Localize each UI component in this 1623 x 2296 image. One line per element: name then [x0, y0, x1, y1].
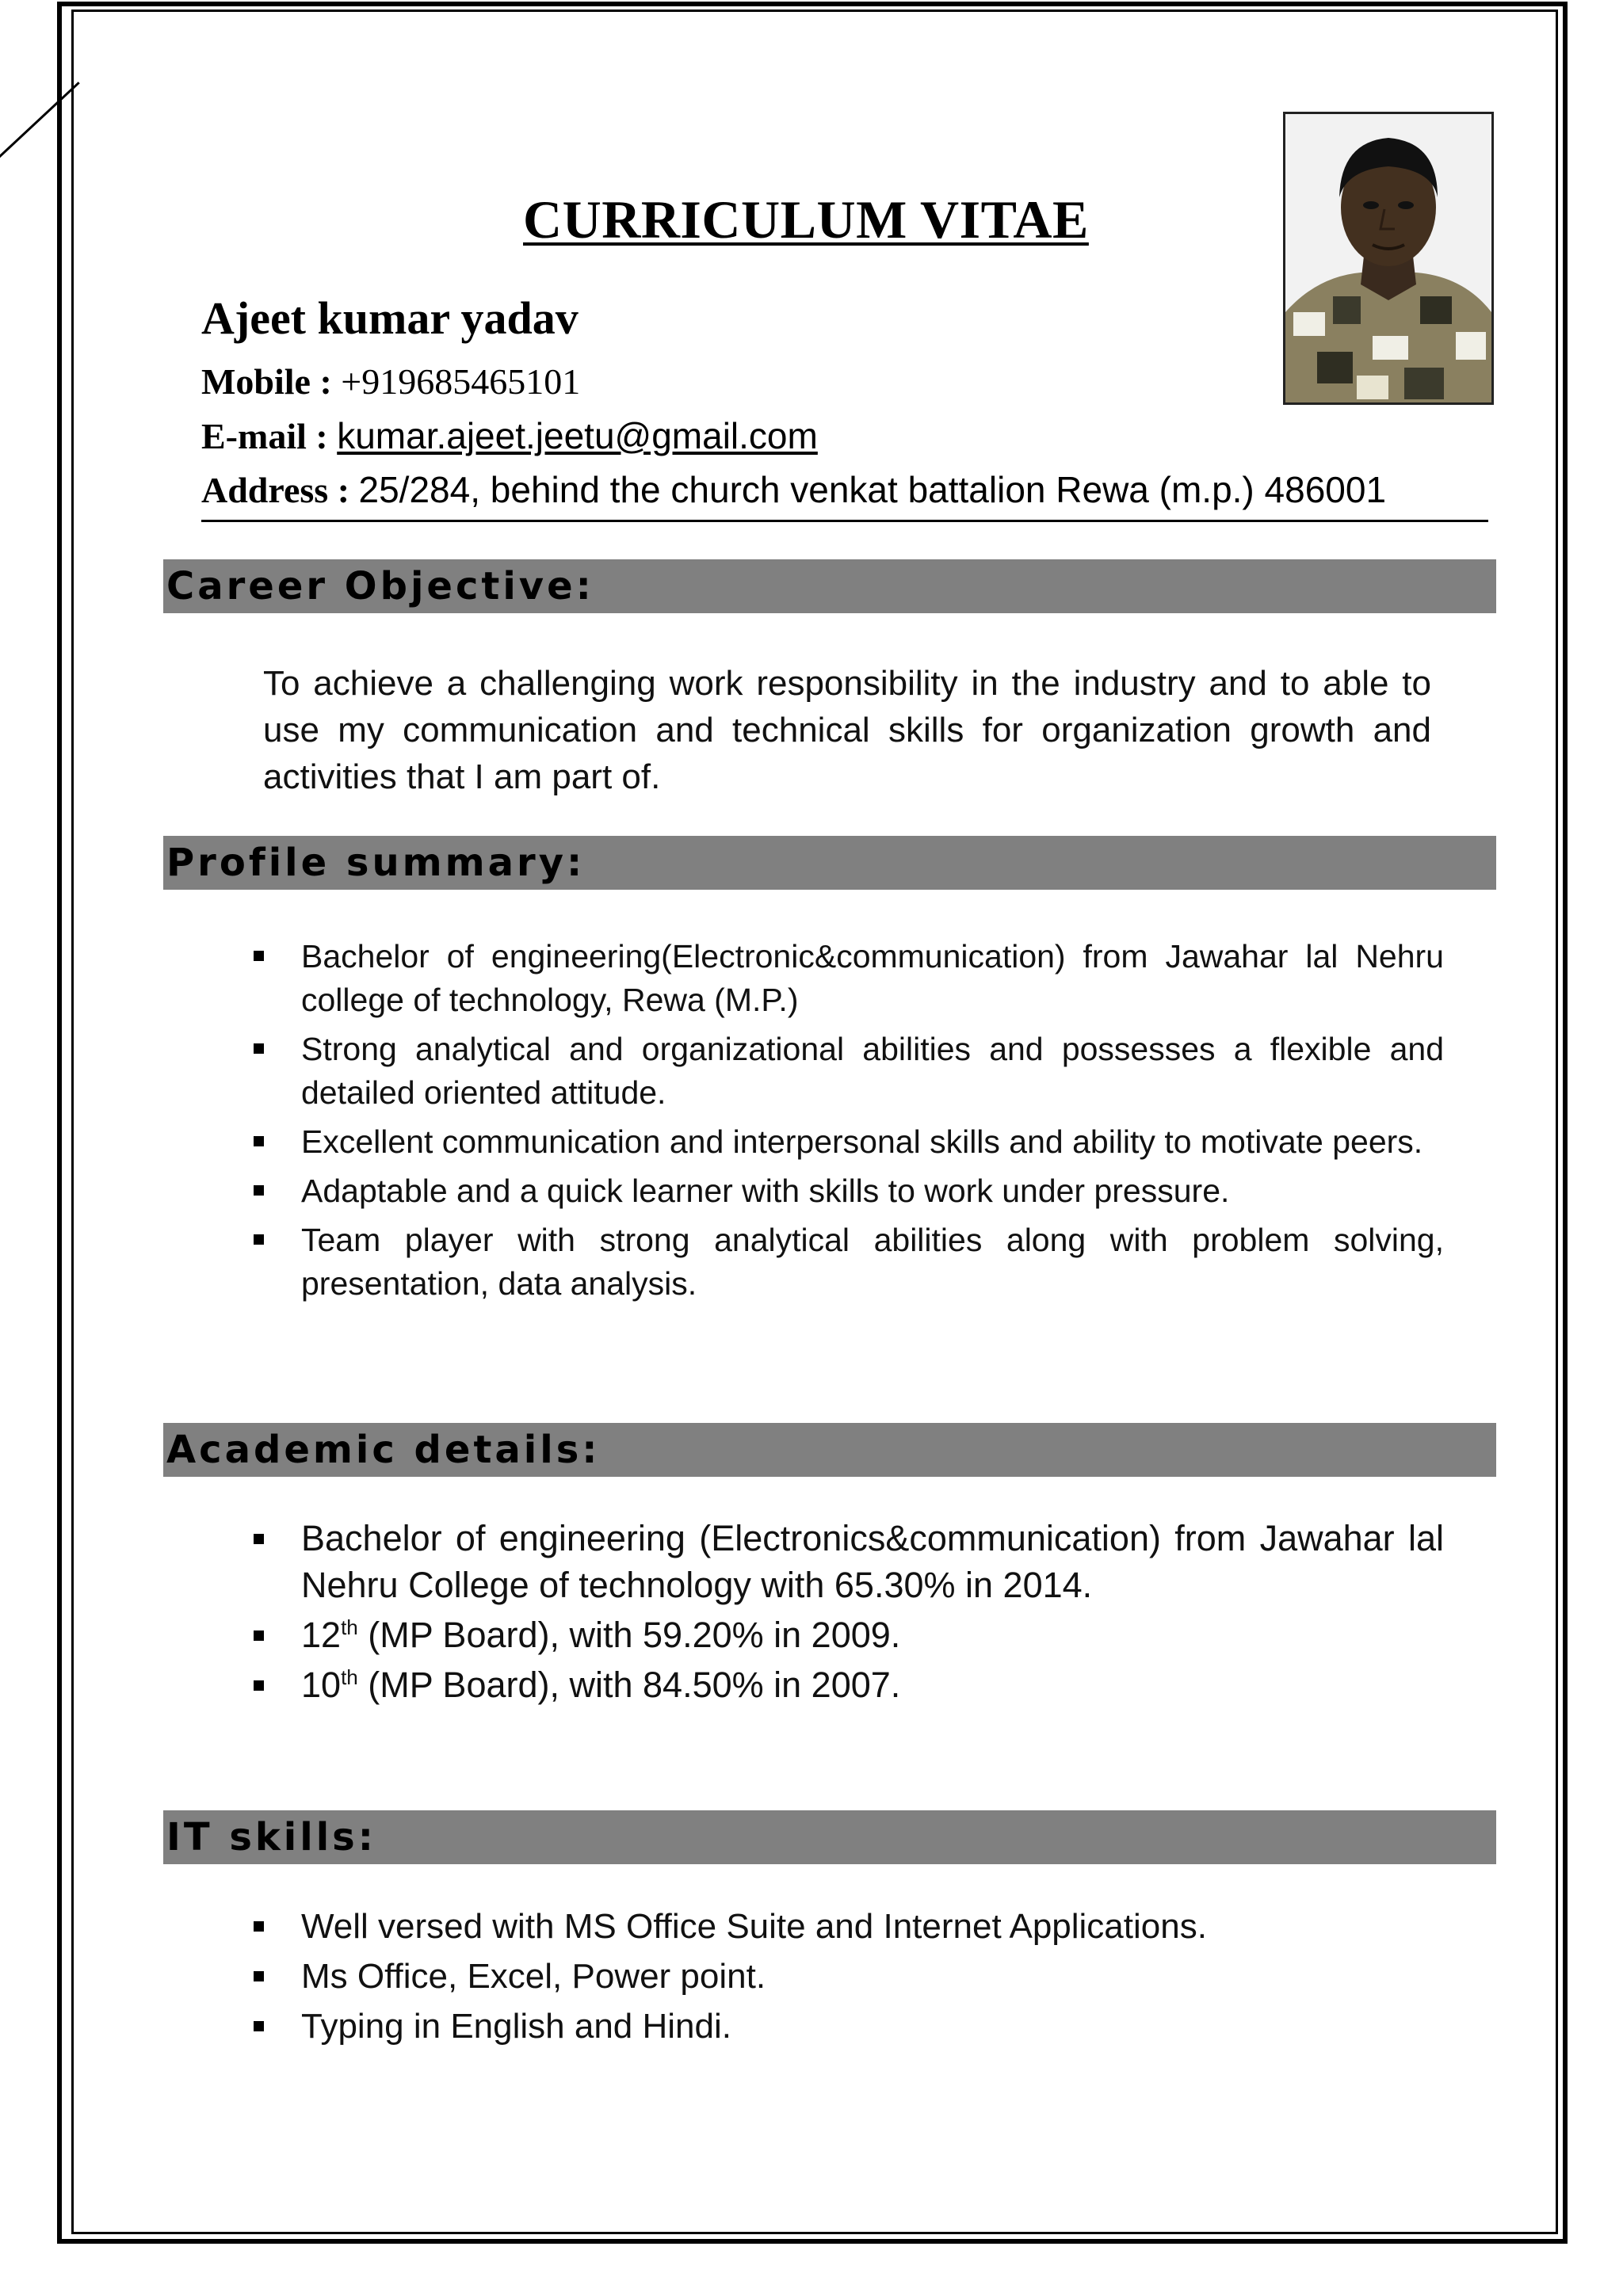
section-bar-career-objective [163, 559, 1496, 613]
contact-mobile [201, 360, 580, 402]
bullet-icon [254, 1534, 264, 1544]
list-item-text: Ms Office, Excel, Power point. [301, 1957, 766, 1996]
list-item-text: (MP Board), with 59.20% in 2009. [357, 1615, 901, 1655]
list-item-text: Bachelor of engineering (Electronics&communication) from Jawahar lal Nehru College of technology with 65.30% in 2014. [301, 1518, 1444, 1605]
candidate-name: Ajeet kumar yadav [201, 292, 579, 344]
mobile-label: Mobile : [201, 361, 332, 402]
ordinal-suffix: th [341, 1665, 358, 1689]
contact-email [201, 414, 818, 457]
section-title-academic-details: Academic details: [166, 1428, 601, 1472]
bullet-icon [254, 2021, 264, 2031]
bullet-icon [254, 1185, 264, 1196]
section-title-profile-summary: Profile summary: [166, 841, 586, 885]
list-item [252, 1611, 1444, 1658]
bullet-icon [254, 951, 264, 961]
list-item [252, 1515, 1444, 1608]
bullet-icon [254, 1971, 264, 1981]
mobile-value: +919685465101 [341, 361, 581, 402]
section-title-career-objective: Career Objective: [166, 564, 594, 608]
list-item-text: Strong analytical and organizational abilities and possesses a flexible and detailed oriented attitude. [301, 1031, 1444, 1111]
list-item [252, 1028, 1444, 1115]
list-item-text: Typing in English and Hindi. [301, 2007, 731, 2046]
address-label: Address : [201, 470, 350, 510]
section-bar-it-skills [163, 1810, 1496, 1864]
bullet-icon [254, 1234, 264, 1245]
section-bar-academic-details [163, 1423, 1496, 1477]
career-objective-text: To achieve a challenging work responsibility in the industry and to able to use my communication and technical skills for organization growth and activities that I am part of. [263, 664, 1431, 796]
section-bar-profile-summary [163, 836, 1496, 890]
email-label: E-mail : [201, 416, 328, 456]
document-title: CURRICULUM VITAE [523, 189, 1089, 250]
ordinal-suffix: th [341, 1615, 358, 1639]
list-item-text: Bachelor of engineering(Electronic&communication) from Jawahar lal Nehru college of technology, Rewa (M.P.) [301, 938, 1444, 1018]
list-item [252, 935, 1444, 1022]
bullet-icon [254, 1921, 264, 1932]
contact-address [201, 468, 1386, 511]
list-item-text: Excellent communication and interpersonal skills and ability to motivate peers. [301, 1123, 1423, 1160]
grade-number: 10 [301, 1665, 342, 1705]
section-title-it-skills: IT skills: [166, 1815, 376, 1859]
list-item-text: Team player with strong analytical abilities along with problem solving, presentation, data analysis. [301, 1222, 1444, 1302]
profile-photo [1283, 112, 1494, 405]
list-item [252, 1661, 1444, 1708]
list-item [252, 2003, 1444, 2050]
list-item [252, 1120, 1444, 1164]
list-item [252, 1953, 1444, 2000]
list-item-text: (MP Board), with 84.50% in 2007. [357, 1665, 901, 1705]
bullet-icon [254, 1680, 264, 1691]
list-item [252, 1169, 1444, 1213]
bullet-icon [254, 1136, 264, 1146]
list-item [252, 1903, 1444, 1950]
academic-details-list [252, 1515, 1444, 1711]
it-skills-list [252, 1903, 1444, 2053]
list-item [252, 1219, 1444, 1306]
header-divider [201, 520, 1488, 522]
email-link[interactable]: kumar.ajeet.jeetu@gmail.com [337, 415, 818, 456]
grade-number: 12 [301, 1615, 342, 1655]
address-value: 25/284, behind the church venkat battalion Rewa (m.p.) 486001 [358, 469, 1387, 510]
profile-summary-list [252, 935, 1444, 1311]
bullet-icon [254, 1630, 264, 1641]
list-item-text: Adaptable and a quick learner with skills to work under pressure. [301, 1173, 1230, 1209]
bullet-icon [254, 1043, 264, 1054]
list-item-text: Well versed with MS Office Suite and Internet Applications. [301, 1907, 1207, 1946]
